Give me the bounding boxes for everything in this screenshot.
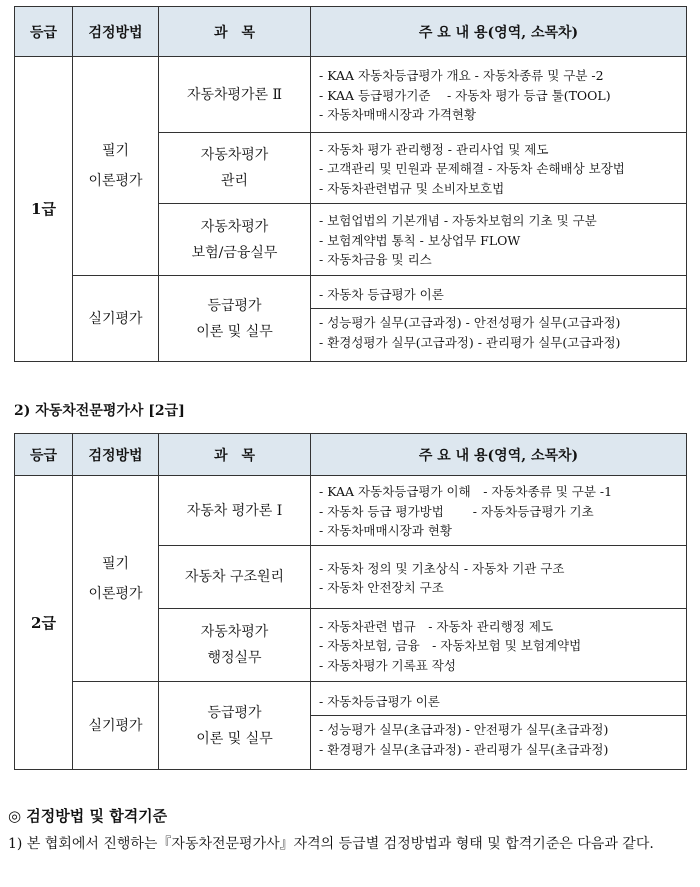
grade-cell: 1급 — [15, 57, 73, 362]
header-grade: 등급 — [15, 434, 73, 476]
content-cell: - 자동차 등급평가 이론 - 성능평가 실무(고급과정) - 안전성평가 실무(고급과정) - 환경성평가 실무(고급과정) - 관리평가 실무(고급과정) — [311, 276, 687, 362]
subject-cell: 등급평가 이론 및 실무 — [159, 682, 311, 770]
body-paragraph: 1) 본 협회에서 진행하는『자동차전문평가사』자격의 등급별 검정방법과 형태 및 합격기준은 다음과 같다. — [8, 836, 654, 852]
header-subject: 과 목 — [159, 7, 311, 57]
content-cell: - 보험업법의 기본개념 - 자동차보험의 기초 및 구분 - 보험계약법 통칙 - 보상업무 FLOW - 자동차금융 및 리스 — [311, 204, 687, 276]
content-cell: - 자동차 평가 관리행정 - 관리사업 및 제도 - 고객관리 및 민원과 문제해결 - 자동차 손해배상 보장법 - 자동차관련법규 및 소비자보호법 — [311, 133, 687, 204]
method-written: 필기 이론평가 — [73, 476, 159, 682]
header-content: 주 요 내 용(영역, 소목차) — [311, 7, 687, 57]
method-practical: 실기평가 — [73, 276, 159, 362]
subject-cell: 자동차평가 행정실무 — [159, 609, 311, 682]
grade1-table — [14, 6, 687, 362]
subject-cell: 자동차 구조원리 — [159, 546, 311, 609]
header-method: 검정방법 — [73, 434, 159, 476]
section-title-grade2: 2) 자동차전문평가사 [2급] — [14, 403, 185, 419]
subject-cell: 자동차 평가론 Ⅰ — [159, 476, 311, 546]
subject-cell: 자동차평가 관리 — [159, 133, 311, 204]
content-cell: - 자동차관련 법규 - 자동차 관리행정 제도 - 자동차보험, 금융 - 자동차보험 및 보험계약법 - 자동차평가 기록표 작성 — [311, 609, 687, 682]
header-content: 주 요 내 용(영역, 소목차) — [311, 434, 687, 476]
subject-cell: 자동차평가론 Ⅱ — [159, 57, 311, 133]
header-method: 검정방법 — [73, 7, 159, 57]
content-cell: - 자동차 정의 및 기초상식 - 자동차 기관 구조 - 자동차 안전장치 구조 — [311, 546, 687, 609]
content-cell: - 자동차등급평가 이론 - 성능평가 실무(초급과정) - 안전평가 실무(초급과정) - 환경평가 실무(초급과정) - 관리평가 실무(초급과정) — [311, 682, 687, 770]
content-cell: - KAA 자동차등급평가 이해 - 자동차종류 및 구분 -1 - 자동차 등급 평가방법 - 자동차등급평가 기초 - 자동차매매시장과 현황 — [311, 476, 687, 546]
section-heading: ◎ 검정방법 및 합격기준 — [8, 807, 168, 825]
method-written: 필기 이론평가 — [73, 57, 159, 276]
content-cell: - KAA 자동차등급평가 개요 - 자동차종류 및 구분 -2 - KAA 등급평가기준 - 자동차 평가 등급 툴(TOOL) - 자동차매매시장과 가격현황 — [311, 57, 687, 133]
method-practical: 실기평가 — [73, 682, 159, 770]
subject-cell: 자동차평가 보험/금융실무 — [159, 204, 311, 276]
grade2-table — [14, 433, 687, 770]
grade-cell: 2급 — [15, 476, 73, 770]
header-grade: 등급 — [15, 7, 73, 57]
subject-cell: 등급평가 이론 및 실무 — [159, 276, 311, 362]
header-subject: 과 목 — [159, 434, 311, 476]
